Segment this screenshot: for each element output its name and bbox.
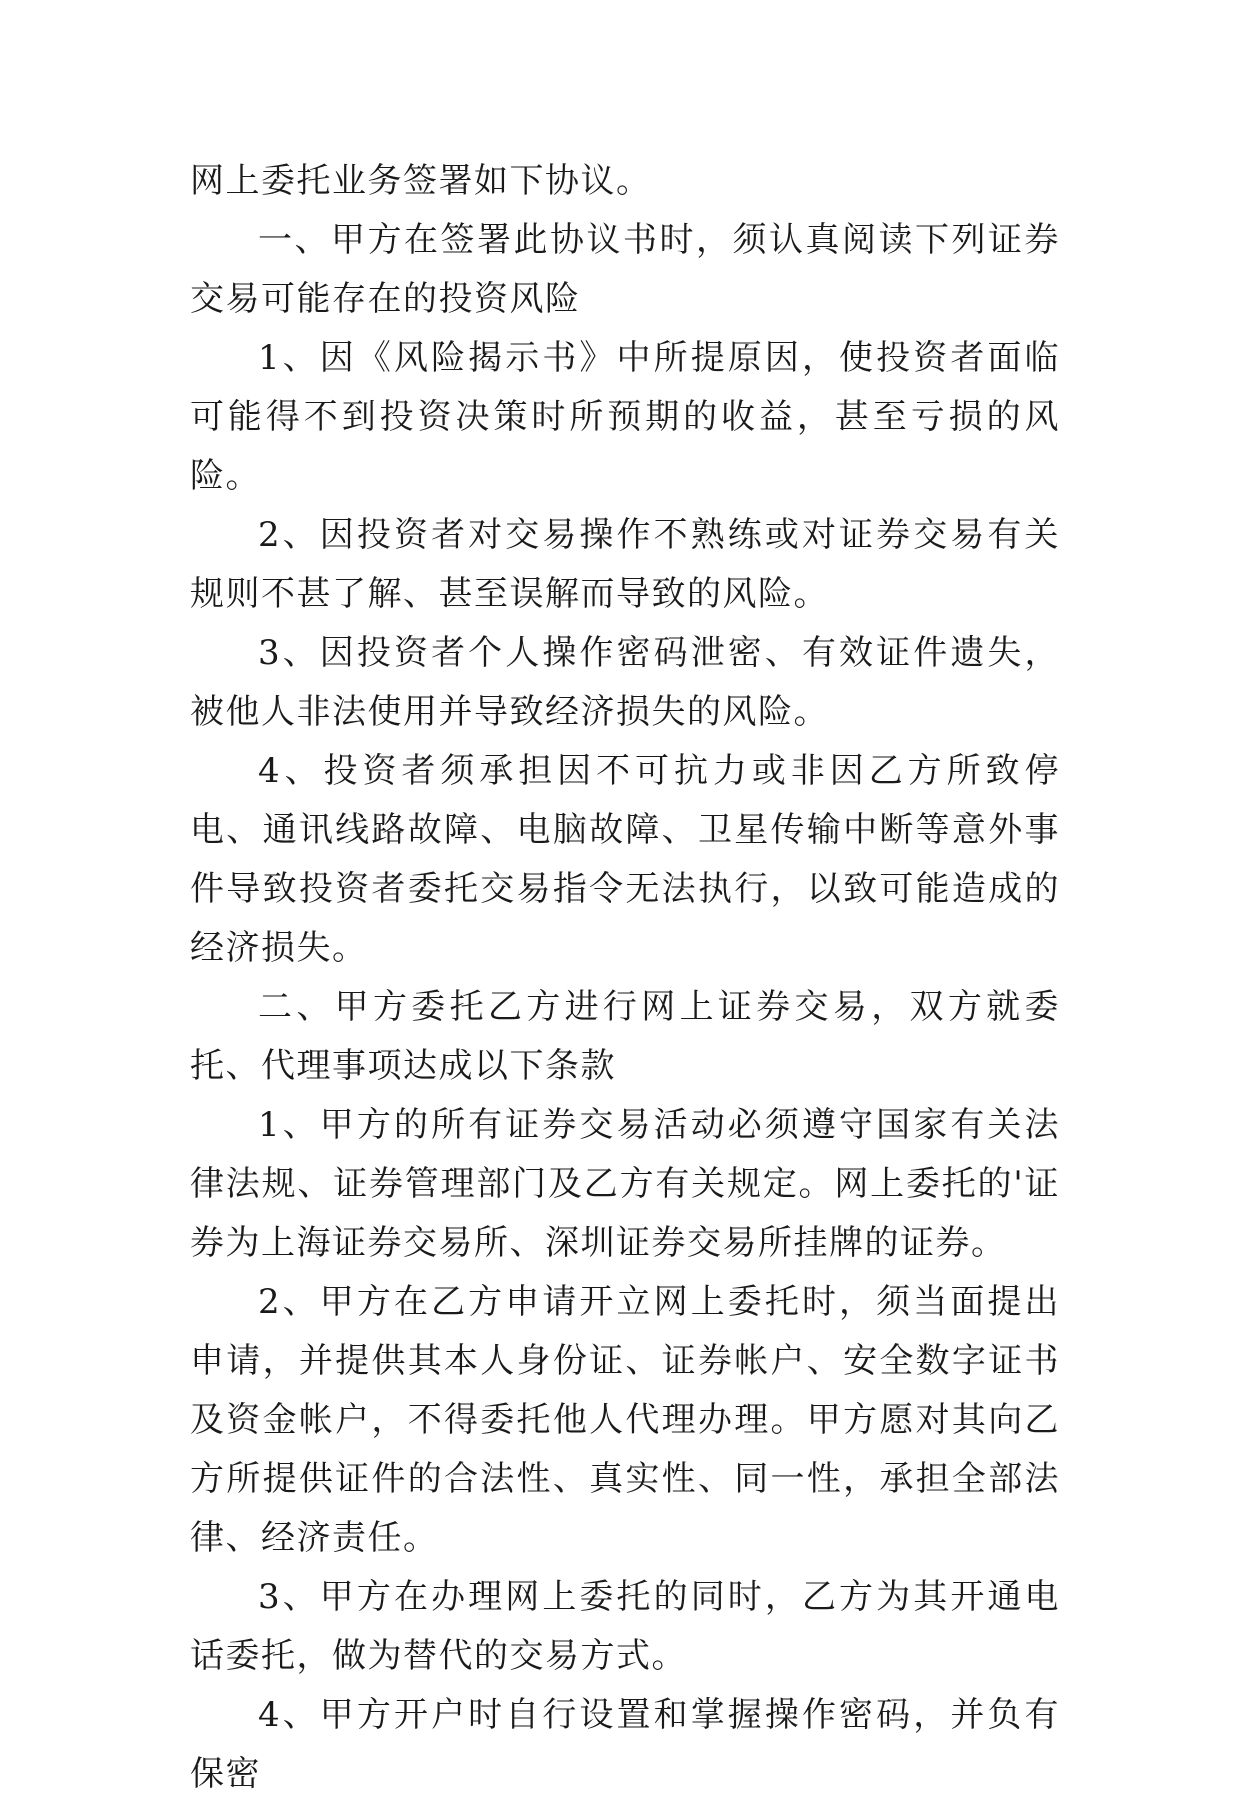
paragraph-section-two-heading: 二、甲方委托乙方进行网上证券交易，双方就委托、代理事项达成以下条款 [190,987,1060,1086]
paragraph-continuation: 网上委托业务签署如下协议。 [190,161,652,201]
paragraph-risk-2: 2、因投资者对交易操作不熟练或对证券交易有关规则不甚了解、甚至误解而导致的风险。 [190,515,1060,614]
paragraph-risk-4: 4、投资者须承担因不可抗力或非因乙方所致停电、通讯线路故障、电脑故障、卫星传输中断等意外事件导致投资者委托交易指令无法执行，以致可能造成的经济损失。 [190,751,1060,968]
paragraph-clause-4: 4、甲方开户时自行设置和掌握操作密码，并负有保密 [190,1695,1060,1794]
paragraph-clause-2: 2、甲方在乙方申请开立网上委托时，须当面提出申请，并提供其本人身份证、证券帐户、安全数字证书及资金帐户，不得委托他人代理办理。甲方愿对其向乙方所提供证件的合法性、真实性、同一性，承担全部法律、经济责任。 [190,1282,1060,1558]
paragraph-risk-3: 3、因投资者个人操作密码泄密、有效证件遗失，被他人非法使用并导致经济损失的风险。 [190,633,1060,732]
paragraph-risk-1: 1、因《风险揭示书》中所提原因，使投资者面临可能得不到投资决策时所预期的收益，甚至亏损的风险。 [190,338,1060,496]
paragraph-section-one-heading: 一、甲方在签署此协议书时，须认真阅读下列证券交易可能存在的投资风险 [190,220,1060,319]
paragraph-clause-1: 1、甲方的所有证券交易活动必须遵守国家有关法律法规、证券管理部门及乙方有关规定。网上委托的'证券为上海证券交易所、深圳证券交易所挂牌的证券。 [190,1105,1060,1263]
document-body [190,152,1060,1804]
paragraph-clause-3: 3、甲方在办理网上委托的同时，乙方为其开通电话委托，做为替代的交易方式。 [190,1577,1060,1676]
